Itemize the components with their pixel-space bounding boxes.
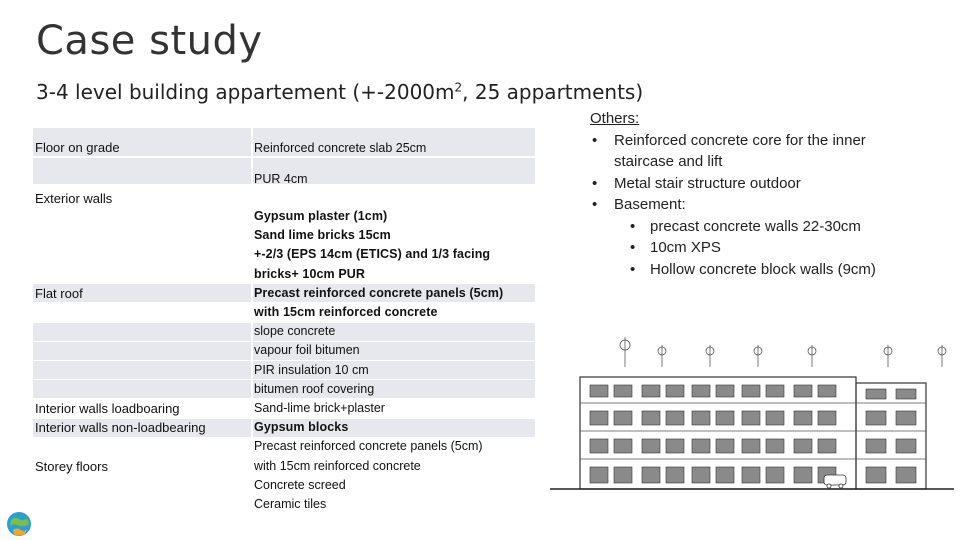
slide-subtitle [36, 80, 643, 104]
material-item: Gypsum plaster (1cm) [254, 209, 388, 223]
material-item: PUR 4cm [254, 172, 308, 186]
axis-markers [620, 337, 946, 367]
label-storey-floors: Storey floors [35, 459, 108, 474]
material-item: bricks+ 10cm PUR [254, 267, 366, 281]
slide-title: Case study [36, 18, 263, 64]
material-item: vapour foil bitumen [254, 343, 360, 357]
material-item: slope concrete [254, 324, 336, 338]
list-subitem: • Hollow concrete block walls (9cm) [590, 259, 876, 281]
label-flat-roof: Flat roof [35, 286, 83, 301]
material-item: Gypsum blocks [254, 420, 349, 434]
table-cell-shade [33, 361, 251, 379]
subtitle-text: 3-4 level building appartement (+-2000m [36, 80, 455, 104]
material-item: Precast reinforced concrete panels (5cm) [254, 286, 504, 300]
material-item: Ceramic tiles [254, 497, 327, 511]
label-interior-nonloadbearing: Interior walls non-loadbearing [35, 420, 206, 435]
table-cell-shade [33, 158, 251, 184]
material-item: with 15cm reinforced concrete [254, 459, 421, 473]
list-item-text: staircase and lift [614, 153, 723, 170]
material-item: bitumen roof covering [254, 382, 375, 396]
others-heading: Others: [590, 110, 640, 127]
car-icon [824, 475, 846, 488]
material-item: Reinforced concrete slab 25cm [254, 141, 427, 155]
list-item: • Reinforced concrete core for the inner [590, 130, 876, 152]
globe-logo-icon [5, 510, 35, 540]
label-interior-loadbearing: Interior walls loadboaring [35, 401, 180, 416]
list-subitem: • precast concrete walls 22-30cm [590, 216, 876, 238]
material-item: PIR insulation 10 cm [254, 363, 369, 377]
others-list [590, 108, 876, 280]
others-items [590, 130, 876, 281]
material-item: Concrete screed [254, 478, 346, 492]
list-item-continued [590, 151, 876, 173]
label-exterior-walls: Exterior walls [35, 191, 113, 206]
list-item: • Metal stair structure outdoor [590, 173, 876, 195]
material-item: Sand-lime brick+plaster [254, 401, 385, 415]
subtitle-text-end: , 25 appartments) [462, 80, 644, 104]
list-item: • Basement: [590, 194, 876, 216]
material-item: with 15cm reinforced concrete [254, 305, 438, 319]
material-item: +-2/3 (EPS 14cm (ETICS) and 1/3 facing [254, 247, 491, 261]
list-subitem: • 10cm XPS [590, 237, 876, 259]
table-cell-shade [33, 380, 251, 398]
subtitle-superscript: 2 [454, 80, 463, 95]
table-cell-shade [33, 323, 251, 341]
material-item: Precast reinforced concrete panels (5cm) [254, 439, 483, 453]
table-cell-shade [33, 342, 251, 360]
material-item: Sand lime bricks 15cm [254, 228, 391, 242]
building-elevation-drawing [550, 327, 954, 497]
label-floor-on-grade: Floor on grade [35, 140, 120, 155]
